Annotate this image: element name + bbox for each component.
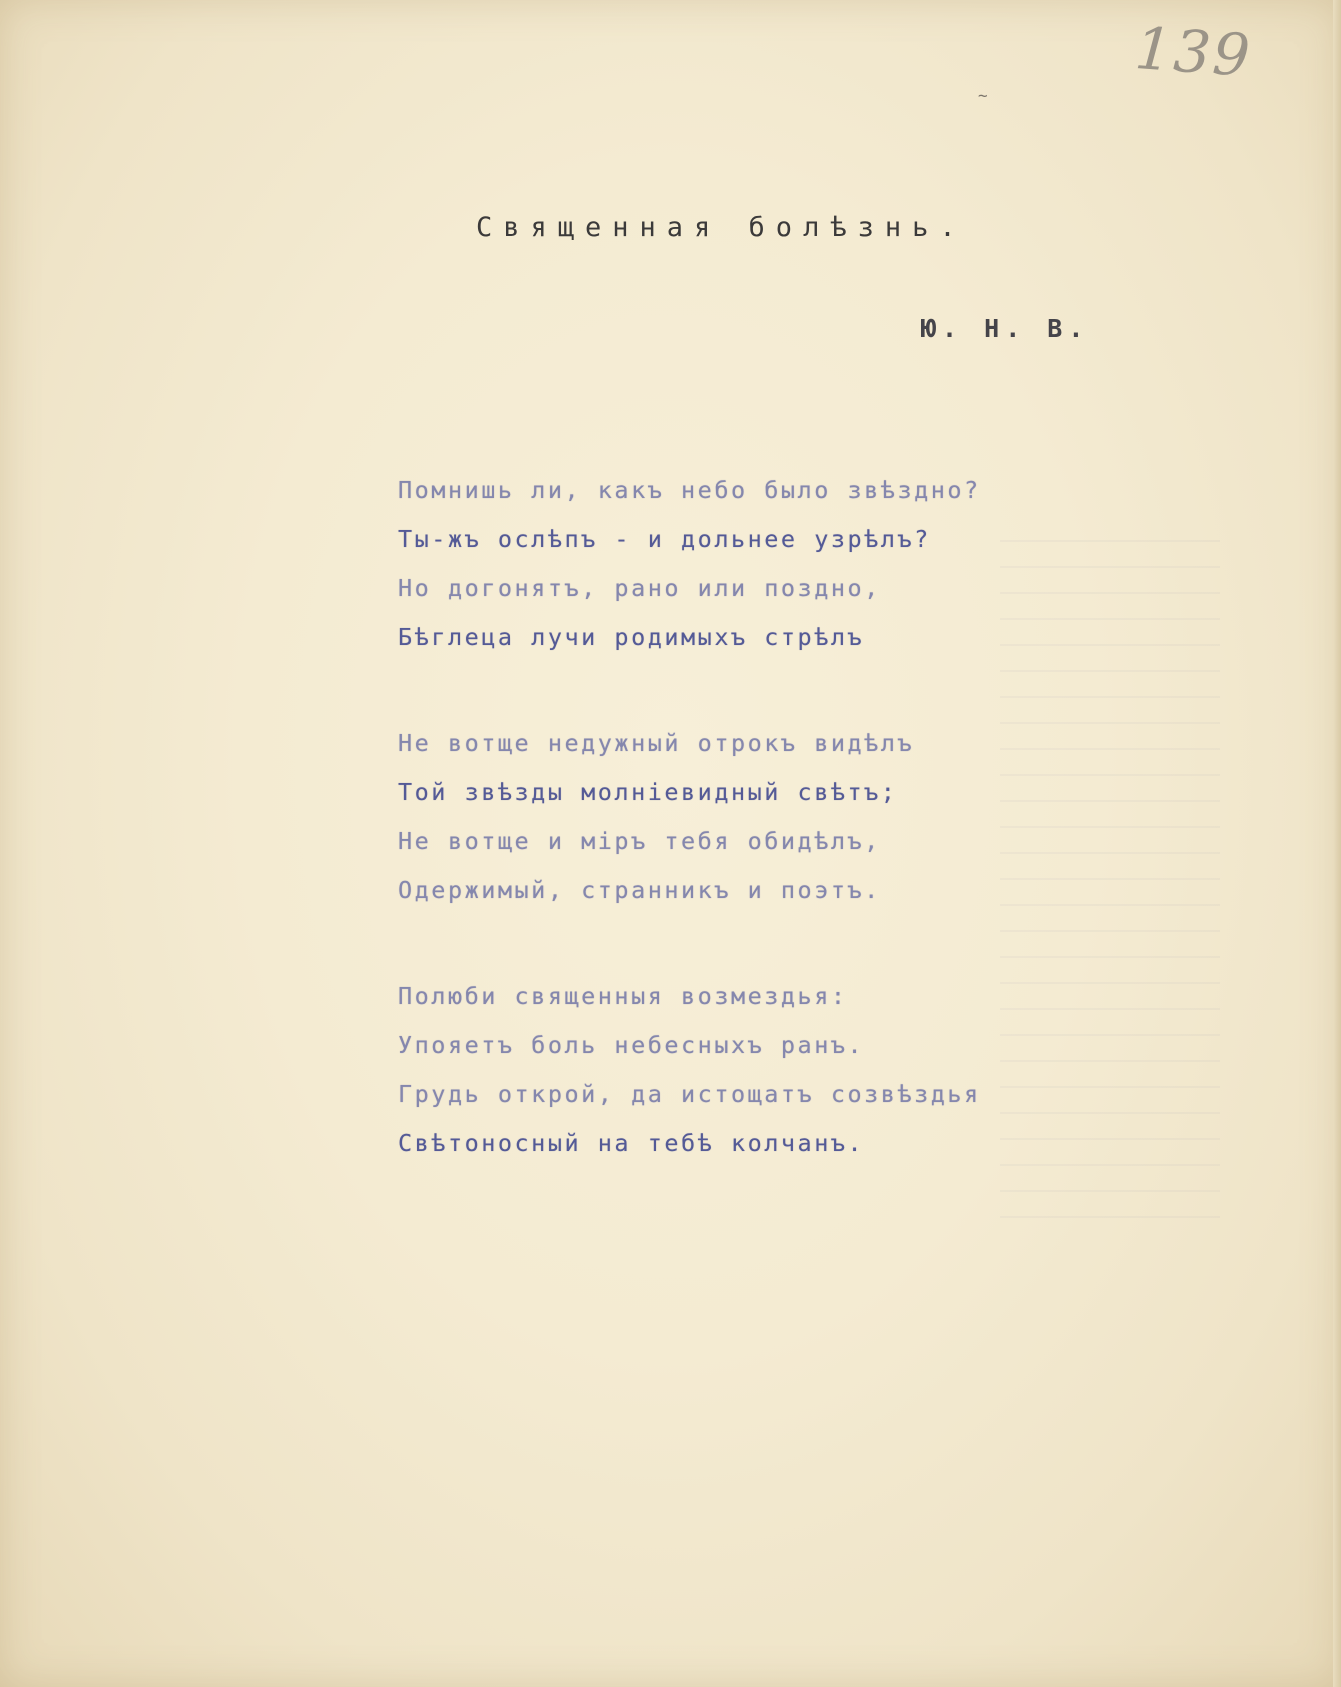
- verse-line: Упояетъ боль небесныхъ ранъ.: [398, 1031, 865, 1059]
- verse-line: Свѣтоносный на тебѣ колчанъ.: [398, 1129, 865, 1157]
- stanza-1: [398, 466, 981, 662]
- verse-line: Ты-жъ ослѣпъ - и дольнее узрѣлъ?: [398, 525, 931, 553]
- tilde-mark: ~: [978, 86, 988, 105]
- poem-author: Ю. Н. В.: [921, 314, 1090, 343]
- verse-line: Бѣглеца лучи родимыхъ стрѣлъ: [398, 623, 865, 651]
- page-edge: [1333, 0, 1341, 1687]
- poem-body: [398, 466, 981, 1225]
- stanza-2: [398, 719, 981, 915]
- verse-line: Одержимый, странникъ и поэтъ.: [398, 876, 881, 904]
- verse-line: Но догонятъ, рано или поздно,: [398, 574, 881, 602]
- verse-line: Не вотще недужный отрокъ видѣлъ: [398, 729, 915, 757]
- verse-line: Грудь открой, да истощатъ созвѣздья: [398, 1080, 981, 1108]
- archive-page-number: 139: [1132, 14, 1254, 90]
- stanza-3: [398, 972, 981, 1168]
- verse-line: Той звѣзды молніевидный свѣтъ;: [398, 778, 898, 806]
- show-through-text: [1000, 540, 1220, 1240]
- verse-line: Не вотще и міръ тебя обидѣлъ,: [398, 827, 881, 855]
- verse-line: Помнишь ли, какъ небо было звѣздно?: [398, 476, 981, 504]
- verse-line: Полюби священныя возмездья:: [398, 982, 848, 1010]
- poem-title: Священная болѣзнь.: [476, 212, 967, 243]
